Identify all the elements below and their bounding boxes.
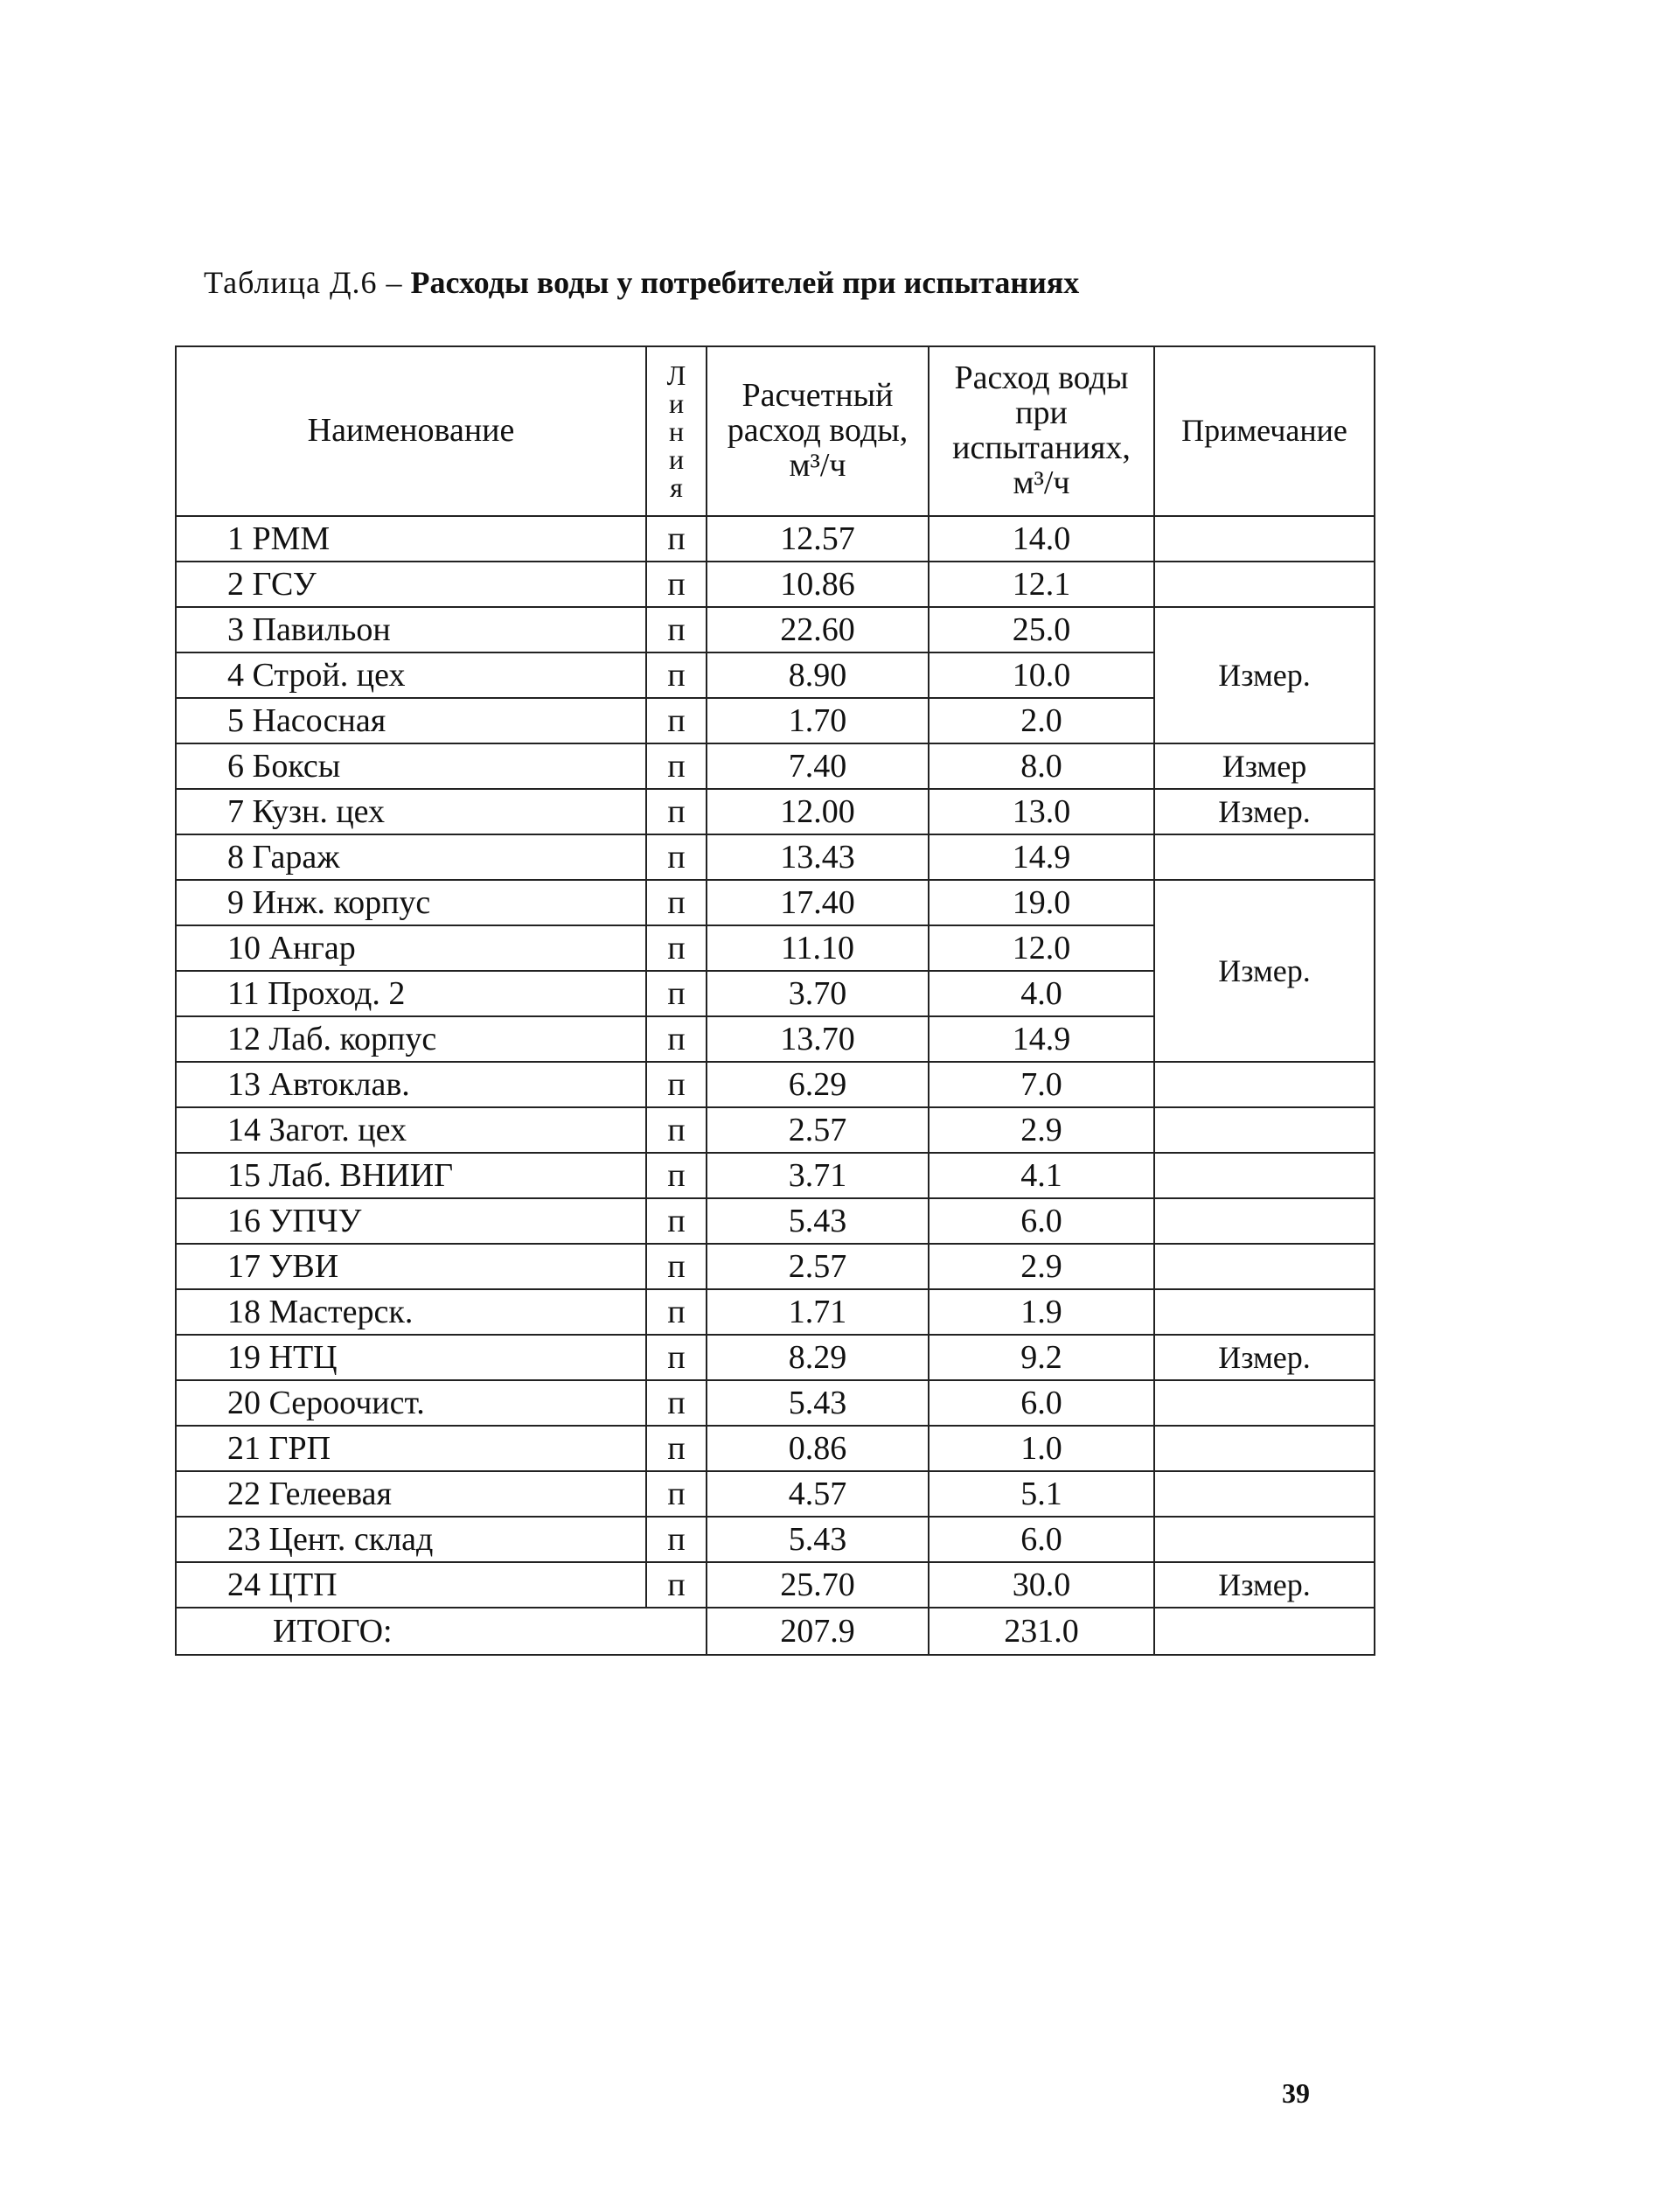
cell-line: п (646, 1198, 707, 1244)
cell-note (1154, 1062, 1375, 1107)
cell-calc: 8.90 (707, 652, 929, 698)
page-number: 39 (1282, 2077, 1310, 2109)
cell-calc: 2.57 (707, 1244, 929, 1289)
header-measured: Расход воды при испытаниях, м³/ч (929, 346, 1154, 516)
cell-line: п (646, 1016, 707, 1062)
header-line (646, 346, 707, 516)
cell-calc: 13.70 (707, 1016, 929, 1062)
cell-calc: 7.40 (707, 743, 929, 789)
cell-calc: 6.29 (707, 1062, 929, 1107)
cell-line: п (646, 971, 707, 1016)
cell-calc: 11.10 (707, 925, 929, 971)
cell-note (1154, 1380, 1375, 1426)
cell-line: п (646, 925, 707, 971)
cell-measured: 14.0 (929, 516, 1154, 562)
cell-name: 21 ГРП (176, 1426, 646, 1471)
cell-calc: 2.57 (707, 1107, 929, 1153)
cell-note: Измер (1154, 743, 1375, 789)
cell-line: п (646, 1562, 707, 1608)
cell-measured: 12.1 (929, 562, 1154, 607)
cell-line: п (646, 880, 707, 925)
cell-measured: 14.9 (929, 1016, 1154, 1062)
cell-note (1154, 1107, 1375, 1153)
cell-note (1154, 1517, 1375, 1562)
cell-name: 1 РММ (176, 516, 646, 562)
cell-name: 17 УВИ (176, 1244, 646, 1289)
caption-lead: Таблица Д.6 – (204, 265, 403, 300)
cell-note (1154, 1198, 1375, 1244)
cell-name: 12 Лаб. корпус (176, 1016, 646, 1062)
table-row (176, 880, 1375, 925)
cell-note (1154, 1426, 1375, 1471)
cell-calc: 1.70 (707, 698, 929, 743)
cell-line: п (646, 1426, 707, 1471)
cell-note: Измер. (1154, 880, 1375, 1062)
table-row (176, 743, 1375, 789)
cell-name: 8 Гараж (176, 834, 646, 880)
cell-name: 18 Мастерск. (176, 1289, 646, 1335)
table-row (176, 1517, 1375, 1562)
table-row (176, 1153, 1375, 1198)
cell-measured: 7.0 (929, 1062, 1154, 1107)
cell-name: 23 Цент. склад (176, 1517, 646, 1562)
cell-calc: 0.86 (707, 1426, 929, 1471)
cell-note (1154, 516, 1375, 562)
cell-calc: 3.71 (707, 1153, 929, 1198)
cell-measured: 19.0 (929, 880, 1154, 925)
cell-calc: 1.71 (707, 1289, 929, 1335)
cell-calc: 12.57 (707, 516, 929, 562)
cell-calc: 3.70 (707, 971, 929, 1016)
cell-measured: 5.1 (929, 1471, 1154, 1517)
cell-name: 24 ЦТП (176, 1562, 646, 1608)
cell-name: 20 Сероочист. (176, 1380, 646, 1426)
cell-calc: 12.00 (707, 789, 929, 834)
cell-measured: 4.1 (929, 1153, 1154, 1198)
cell-line: п (646, 516, 707, 562)
cell-measured: 25.0 (929, 607, 1154, 652)
cell-name: 13 Автоклав. (176, 1062, 646, 1107)
cell-line: п (646, 607, 707, 652)
cell-line: п (646, 789, 707, 834)
table-row (176, 562, 1375, 607)
table-row (176, 1107, 1375, 1153)
cell-measured: 30.0 (929, 1562, 1154, 1608)
cell-measured: 2.9 (929, 1107, 1154, 1153)
cell-note (1154, 1471, 1375, 1517)
cell-measured: 6.0 (929, 1380, 1154, 1426)
header-note: Примечание (1154, 346, 1375, 516)
cell-measured: 12.0 (929, 925, 1154, 971)
cell-name: 5 Насосная (176, 698, 646, 743)
total-calc: 207.9 (707, 1608, 929, 1655)
cell-line: п (646, 1153, 707, 1198)
total-note (1154, 1608, 1375, 1655)
cell-name: 14 Загот. цех (176, 1107, 646, 1153)
cell-line: п (646, 1471, 707, 1517)
cell-name: 4 Строй. цех (176, 652, 646, 698)
table-caption (204, 264, 1079, 301)
table-row (176, 1562, 1375, 1608)
table-row (176, 1062, 1375, 1107)
table-row (176, 607, 1375, 652)
cell-line: п (646, 834, 707, 880)
cell-note (1154, 834, 1375, 880)
table-row (176, 1335, 1375, 1380)
cell-note (1154, 1153, 1375, 1198)
cell-note: Измер. (1154, 607, 1375, 743)
cell-measured: 1.9 (929, 1289, 1154, 1335)
total-label: ИТОГО: (176, 1608, 707, 1655)
cell-name: 3 Павильон (176, 607, 646, 652)
cell-line: п (646, 562, 707, 607)
cell-measured: 2.9 (929, 1244, 1154, 1289)
table-row (176, 516, 1375, 562)
cell-calc: 5.43 (707, 1198, 929, 1244)
cell-name: 15 Лаб. ВНИИГ (176, 1153, 646, 1198)
cell-line: п (646, 743, 707, 789)
cell-calc: 22.60 (707, 607, 929, 652)
cell-line: п (646, 1380, 707, 1426)
cell-measured: 10.0 (929, 652, 1154, 698)
cell-name: 22 Гелеевая (176, 1471, 646, 1517)
cell-name: 9 Инж. корпус (176, 880, 646, 925)
cell-line: п (646, 1107, 707, 1153)
cell-note: Измер. (1154, 1335, 1375, 1380)
cell-calc: 25.70 (707, 1562, 929, 1608)
cell-measured: 9.2 (929, 1335, 1154, 1380)
cell-calc: 8.29 (707, 1335, 929, 1380)
cell-name: 19 НТЦ (176, 1335, 646, 1380)
cell-calc: 5.43 (707, 1517, 929, 1562)
cell-line: п (646, 1335, 707, 1380)
cell-note: Измер. (1154, 789, 1375, 834)
cell-name: 11 Проход. 2 (176, 971, 646, 1016)
table-row (176, 1289, 1375, 1335)
table-row (176, 834, 1375, 880)
cell-measured: 1.0 (929, 1426, 1154, 1471)
cell-measured: 4.0 (929, 971, 1154, 1016)
cell-name: 2 ГСУ (176, 562, 646, 607)
cell-name: 10 Ангар (176, 925, 646, 971)
header-name: Наименование (176, 346, 646, 516)
table-row (176, 1426, 1375, 1471)
cell-note: Измер. (1154, 1562, 1375, 1608)
table-row (176, 1244, 1375, 1289)
cell-calc: 13.43 (707, 834, 929, 880)
cell-calc: 10.86 (707, 562, 929, 607)
cell-line: п (646, 698, 707, 743)
cell-calc: 4.57 (707, 1471, 929, 1517)
cell-measured: 14.9 (929, 834, 1154, 880)
cell-measured: 13.0 (929, 789, 1154, 834)
table-row (176, 1380, 1375, 1426)
table-header-row (176, 346, 1375, 516)
table-row (176, 1471, 1375, 1517)
cell-note (1154, 1244, 1375, 1289)
cell-line: п (646, 652, 707, 698)
caption-title: Расходы воды у потребителей при испытаниях (410, 265, 1080, 300)
cell-calc: 5.43 (707, 1380, 929, 1426)
cell-note (1154, 1289, 1375, 1335)
cell-measured: 8.0 (929, 743, 1154, 789)
water-consumption-table (175, 345, 1375, 1656)
total-measured: 231.0 (929, 1608, 1154, 1655)
cell-name: 16 УПЧУ (176, 1198, 646, 1244)
cell-line: п (646, 1517, 707, 1562)
header-line-text: Л и н и я (666, 359, 686, 503)
table-row (176, 789, 1375, 834)
cell-line: п (646, 1244, 707, 1289)
table-row (176, 1198, 1375, 1244)
cell-calc: 17.40 (707, 880, 929, 925)
cell-line: п (646, 1062, 707, 1107)
cell-note (1154, 562, 1375, 607)
cell-line: п (646, 1289, 707, 1335)
cell-measured: 6.0 (929, 1198, 1154, 1244)
total-row (176, 1608, 1375, 1655)
cell-name: 6 Боксы (176, 743, 646, 789)
cell-name: 7 Кузн. цех (176, 789, 646, 834)
header-calc: Расчетный расход воды, м³/ч (707, 346, 929, 516)
cell-measured: 6.0 (929, 1517, 1154, 1562)
cell-measured: 2.0 (929, 698, 1154, 743)
